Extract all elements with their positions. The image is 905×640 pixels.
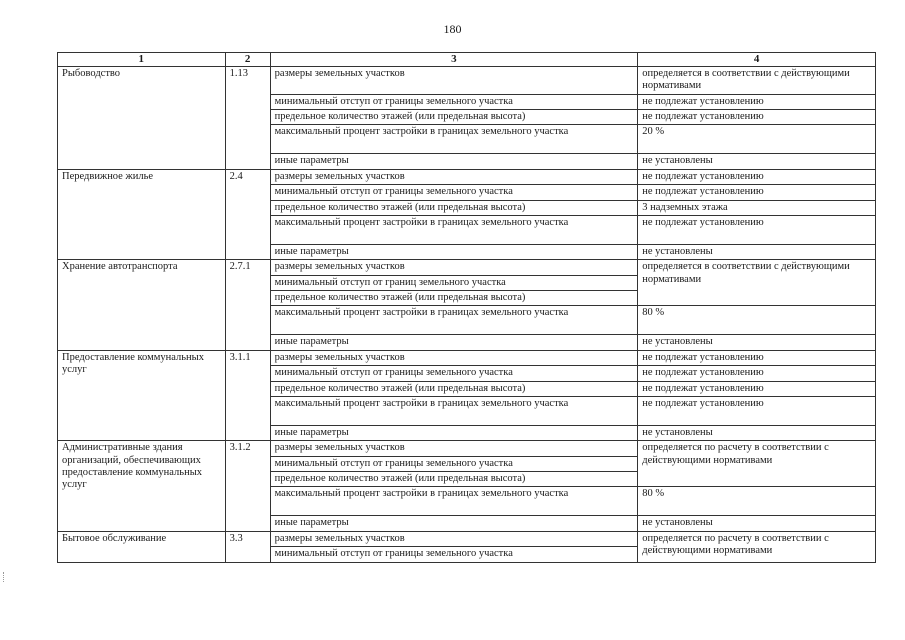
parameter-name: размеры земельных участков [270,66,638,94]
parameter-name: размеры земельных участков [270,441,638,456]
parameter-name: максимальный процент застройки в границах земельного участка [270,125,638,154]
parameter-value: 80 % [638,487,876,516]
table-row [58,350,876,365]
land-use-type: Административные здания организаций, обеспечивающих предоставление коммунальных услуг [58,441,226,532]
parameter-name: иные параметры [270,154,638,169]
parameter-name: минимальный отступ от границы земельного участка [270,547,638,562]
page-number: 180 [443,22,462,36]
parameter-value: не установлены [638,244,876,259]
column-header: 4 [638,53,876,67]
parameter-name: максимальный процент застройки в границах земельного участка [270,487,638,516]
parameter-value: не подлежат установлению [638,185,876,200]
column-header: 3 [270,53,638,67]
parameter-value: не подлежат установлению [638,215,876,244]
parameter-name: предельное количество этажей (или предельная высота) [270,110,638,125]
parameter-value: не установлены [638,425,876,440]
parameter-value: не подлежат установлению [638,94,876,109]
land-use-type: Передвижное жилье [58,169,226,260]
parameter-value: не подлежат установлению [638,169,876,184]
parameter-name: максимальный процент застройки в границах земельного участка [270,396,638,425]
parameter-name: минимальный отступ от границы земельного участка [270,185,638,200]
parameter-value: не подлежат установлению [638,381,876,396]
parameter-name: иные параметры [270,335,638,350]
scan-edge-mark [3,572,6,582]
parameter-value: не подлежат установлению [638,110,876,125]
parameter-value: не установлены [638,516,876,531]
parameter-value-merged: определяется по расчету в соответствии с действующими нормативами [638,441,876,487]
land-use-regulations-table [57,52,876,563]
parameter-name: предельное количество этажей (или предельная высота) [270,291,638,306]
table-row [58,66,876,94]
table-row [58,441,876,456]
parameter-name: предельное количество этажей (или предельная высота) [270,472,638,487]
parameter-name: максимальный процент застройки в границах земельного участка [270,215,638,244]
land-use-code: 1.13 [225,66,270,169]
parameter-value: не подлежат установлению [638,366,876,381]
parameter-name: размеры земельных участков [270,531,638,546]
parameter-name: минимальный отступ от границы земельного участка [270,456,638,471]
table-row [58,531,876,546]
parameter-name: иные параметры [270,425,638,440]
land-use-type: Рыбоводство [58,66,226,169]
parameter-name: предельное количество этажей (или предельная высота) [270,200,638,215]
parameter-name: размеры земельных участков [270,260,638,275]
parameter-name: размеры земельных участков [270,350,638,365]
table-header-row [58,53,876,67]
land-use-type: Хранение автотранспорта [58,260,226,351]
table-row [58,169,876,184]
land-use-code: 2.4 [225,169,270,260]
column-header: 2 [225,53,270,67]
land-use-code: 2.7.1 [225,260,270,351]
table-body [58,66,876,562]
parameter-value: не установлены [638,335,876,350]
parameter-value-merged: определяется по расчету в соответствии с действующими нормативами [638,531,876,562]
land-use-type: Предоставление коммунальных услуг [58,350,226,441]
parameter-value: не подлежат установлению [638,396,876,425]
parameter-name: предельное количество этажей (или предельная высота) [270,381,638,396]
parameter-value: определяется в соответствии с действующими нормативами [638,66,876,94]
parameter-value: не установлены [638,154,876,169]
parameter-value: не подлежат установлению [638,350,876,365]
land-use-code: 3.1.2 [225,441,270,532]
parameter-name: минимальный отступ от границ земельного участка [270,275,638,290]
land-use-type: Бытовое обслуживание [58,531,226,562]
parameter-value: 80 % [638,306,876,335]
parameter-value: 3 надземных этажа [638,200,876,215]
land-use-code: 3.1.1 [225,350,270,441]
parameter-name: максимальный процент застройки в границах земельного участка [270,306,638,335]
parameter-value: 20 % [638,125,876,154]
parameter-name: минимальный отступ от границы земельного участка [270,366,638,381]
parameter-name: размеры земельных участков [270,169,638,184]
parameter-value-merged: определяется в соответствии с действующими нормативами [638,260,876,306]
table-row [58,260,876,275]
parameter-name: иные параметры [270,516,638,531]
parameter-name: минимальный отступ от границы земельного участка [270,94,638,109]
column-header: 1 [58,53,226,67]
parameter-name: иные параметры [270,244,638,259]
land-use-code: 3.3 [225,531,270,562]
